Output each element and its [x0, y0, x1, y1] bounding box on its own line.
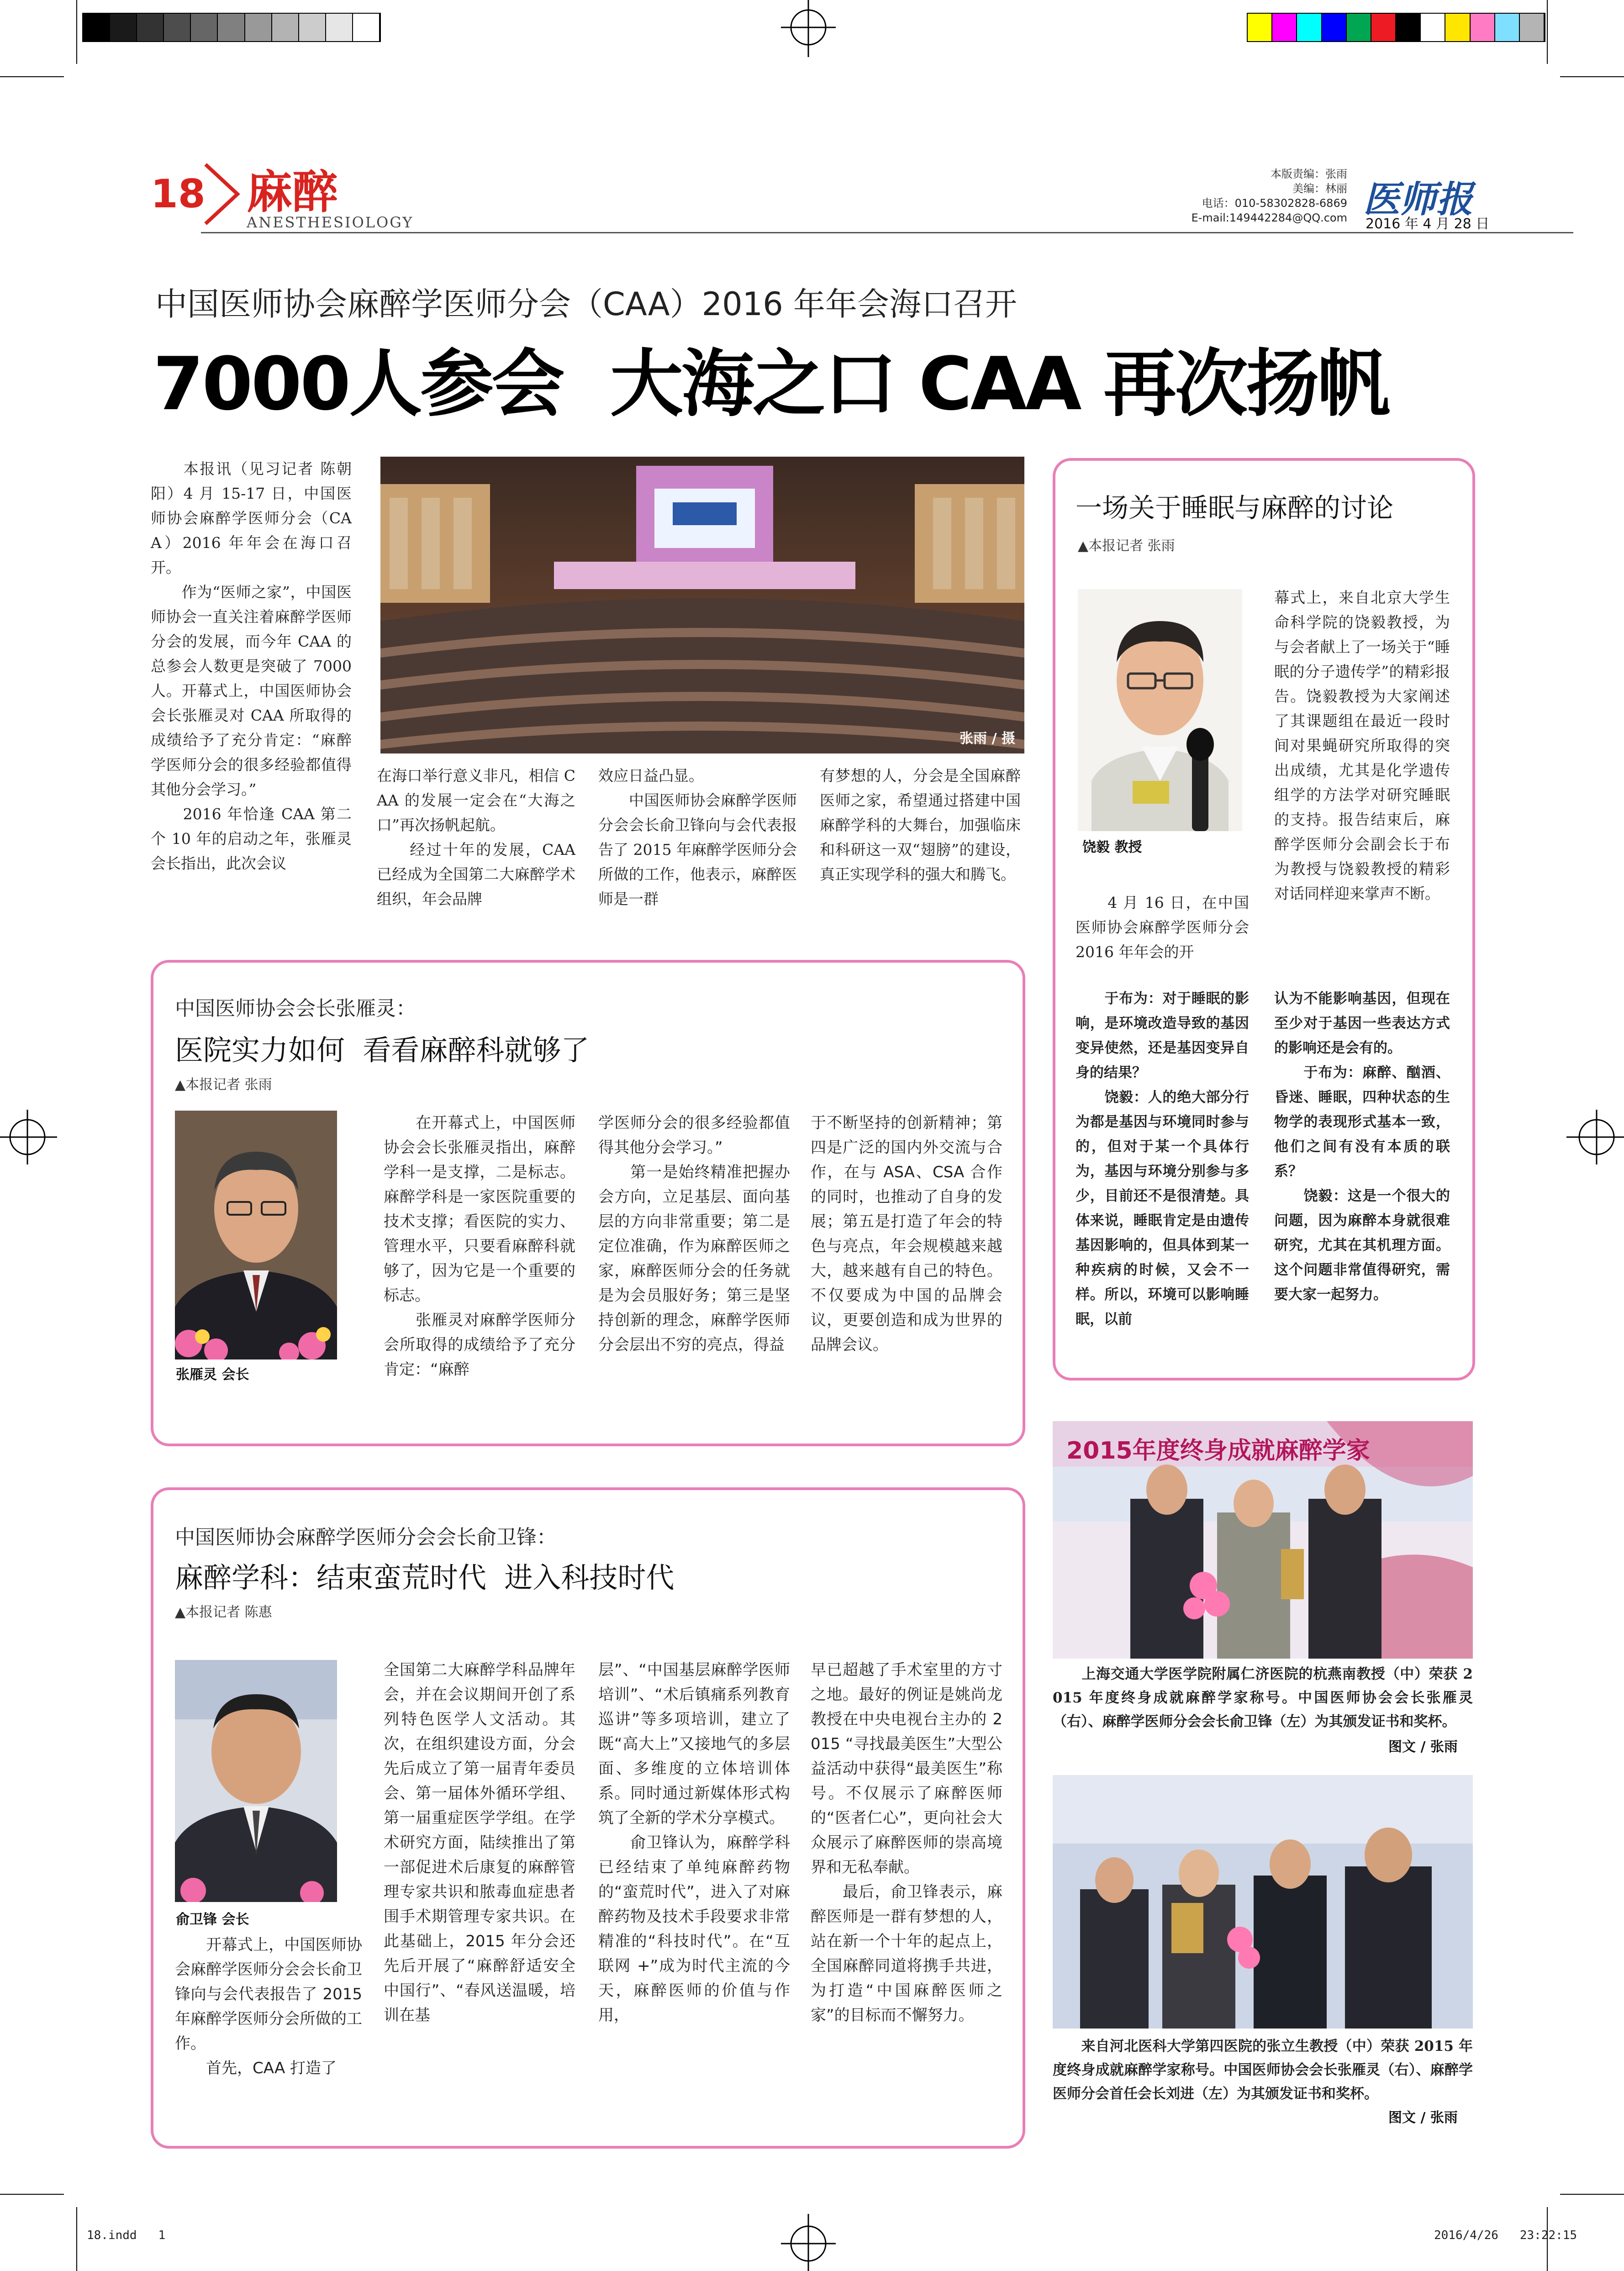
headline-title: 7000人参会 大海之口 CAA 再次扬帆 — [153, 341, 1389, 427]
sleep-box-title: 一场关于睡眠与麻醉的讨论 — [1076, 492, 1394, 523]
yu-box-col3: 层”、“中国基层麻醉学医师培训”、“术后镇痛系列教育巡讲”等多项培训，建立了既“高大上”又接地气的多层面、多维度的立体培训体系。同时通过新媒体形式构筑了全新的学术分享模式。 俞卫锋认为，麻醉学科已经结束了单纯麻醉药物的“蛮荒时代”，进入了对麻醉药物及技术手段要求非常精准的“科技时代”。在“互联网 +”成为时代主流的今天，麻醉医师的价值与作用， — [598, 1661, 790, 2024]
rao-yi-caption: 饶毅 教授 — [1082, 839, 1142, 855]
editor-line: 本版责编：张雨 — [1271, 168, 1347, 180]
lead-article-col3: 效应日益凸显。 中国医师协会麻醉学医师分会会长俞卫锋向与会代表报告了 2015 年麻醉学医师分会所做的工作，他表示，麻醉医师是一群 — [598, 767, 797, 908]
headline-kicker: 中国医师协会麻醉学医师分会（CAA）2016 年年会海口召开 — [155, 285, 1017, 323]
sleep-box-qa-left: 于布为：对于睡眠的影响，是环境改造导致的基因变异使然，还是基因变异自身的结果？ 饶毅：人的绝大部分行为都是基因与环境同时参与的，但对于某一个具体行为，基因与环境分别参与多少，目前还不是很清楚。具体来说，睡眠肯定是由遗传基因影响的，但具体到某一种疾病的时候，又会不一样。所以，环境可以影响睡眠，以前 — [1076, 991, 1249, 1328]
section-title: 麻醉 — [247, 165, 338, 219]
masthead-logo: 医师报 — [1363, 178, 1473, 221]
zhang-box-title: 医院实力如何 看看麻醉科就够了 — [175, 1033, 590, 1067]
email-line: E-mail:149442284@QQ.com — [1191, 211, 1347, 224]
yu-box-byline: ▲本报记者 陈惠 — [175, 1604, 272, 1620]
lead-article-col2: 在海口举行意义非凡，相信 CAA 的发展一定会在“大海之口”再次扬帆起航。 经过十年的发展，CAA 已经成为全国第二大麻醉学术组织，年会品牌 — [377, 767, 575, 908]
footer-timestamp: 2016/4/26 23:22:15 — [1434, 2229, 1577, 2242]
zhang-box-col1: 在开幕式上，中国医师协会会长张雁灵指出，麻醉学科一是支撑，二是标志。麻醉学科是一家医院重要的技术支撑；看医院的实力、管理水平，只要看麻醉科就够了，因为它是一个重要的标志。 张雁灵对麻醉学医师分会所取得的成绩给予了充分肯定：“麻醉 — [384, 1114, 575, 1379]
chevron-right-icon — [201, 162, 242, 226]
sleep-box-lead: 4 月 16 日，在中国医师协会麻醉学医师分会 2016 年年会的开 — [1076, 894, 1254, 961]
zhang-box-kicker: 中国医师协会会长张雁灵： — [175, 997, 416, 1020]
sleep-box-byline: ▲本报记者 张雨 — [1078, 538, 1175, 554]
yu-box-col1-bottom: 开幕式上，中国医师协会麻醉学医师分会会长俞卫锋向与会代表报告了 2015 年麻醉学医师分会所做的工作。 首先，CAA 打造了 — [175, 1936, 362, 2077]
yu-box-kicker: 中国医师协会麻醉学医师分会会长俞卫锋： — [175, 1526, 557, 1549]
designer-line: 美编：林丽 — [1292, 182, 1347, 195]
lead-article-col4: 有梦想的人，分会是全国麻醉医师之家，希望通过搭建中国麻醉学科的大舞台，加强临床和科研这一双“翅膀”的建设，真正实现学科的强大和腾飞。 — [820, 767, 1021, 883]
zhang-yanling-portrait — [175, 1111, 337, 1359]
yu-box-col2: 全国第二大麻醉学科品牌年会，并在会议期间开创了系列特色医学人文活动。其次，在组织建设方面，分会先后成立了第一届青年委员会、第一届体外循环学组、第一届重症医学学组。在学术研究方面，陆续推出了第一部促进术后康复的麻醉管理专家共识和脓毒血症患者围手术期管理专家共识。在此基础上，2015 年分会还先后开展了“麻醉舒适安全中国行”、“春风送温暖，培训在基 — [384, 1661, 575, 2024]
sleep-box-qa-right: 认为不能影响基因，但现在至少对于基因一些表达方式的影响还是会有的。 于布为：麻醉、酗酒、昏迷、睡眠，四种状态的生物学的表现形式基本一致，他们之间有没有本质的联系？ 饶毅：这是一个很大的问题，因为麻醉本身就很难研究，尤其在其机理方面。这个问题非常值得研究，需要大家一起努力。 — [1274, 991, 1450, 1303]
rao-yi-portrait — [1078, 589, 1242, 831]
yu-box-col4: 早已超越了手术室里的方寸之地。最好的例证是姚尚龙教授在中央电视台主办的 2015 “寻找最美医生”大型公益活动中获得“最美医生”称号。不仅展示了麻醉医师的“医者仁心”，更向社会大众展示了麻醉医师的崇高境界和无私奉献。 最后，俞卫锋表示，麻醉医师是一群有梦想的人，站在新一个十年的起点上，全国麻醉同道将携手共进，为打造“中国麻醉医师之家”的目标而不懈努力。 — [811, 1661, 1002, 2024]
section-subtitle: ANESTHESIOLOGY — [247, 214, 414, 231]
zhang-yanling-caption: 张雁灵 会长 — [176, 1367, 249, 1383]
award-photo-1-caption: 上海交通大学医学院附属仁济医院的杭燕南教授（中）荣获 2015 年度终身成就麻醉学家称号。中国医师协会会长张雁灵（右）、麻醉学医师分会会长俞卫锋（左）为其颁发证书和奖杯。 — [1053, 1666, 1473, 1730]
page-number: 18 — [151, 171, 206, 217]
award-photo-1-credit: 图文 / 张雨 — [1388, 1739, 1458, 1755]
footer-file-name: 18.indd 1 — [87, 2229, 166, 2242]
sleep-box-right-col: 幕式上，来自北京大学生命科学院的饶毅教授，为与会者献上了一场关于“睡眠的分子遗传学”的精彩报告。饶毅教授为大家阐述了其课题组在最近一段时间对果蝇研究所取得的突出成绩，尤其是化学遗传组学的方法学对研究睡眠的支持。报告结束后，麻醉学医师分会副会长于布为教授与饶毅教授的精彩对话同样迎来掌声不断。 — [1274, 589, 1450, 902]
zhang-box-col2: 学医师分会的很多经验都值得其他分会学习。” 第一是始终精准把握办会方向，立足基层、面向基层的方向非常重要；第二是定位准确，作为麻醉医师之家，麻醉医师分会的任务就是为会员服好务；第三是坚持创新的理念，麻醉学医师分会层出不穷的亮点，得益 — [598, 1114, 790, 1354]
award-photo-2-credit: 图文 / 张雨 — [1388, 2110, 1458, 2126]
yu-box-title: 麻醉学科：结束蛮荒时代 进入科技时代 — [175, 1561, 675, 1594]
issue-date: 2016 年 4 月 28 日 — [1366, 216, 1490, 232]
yu-weifeng-caption: 俞卫锋 会长 — [176, 1912, 249, 1928]
lead-article-col1: 本报讯（见习记者 陈朝阳）4 月 15-17 日，中国医师协会麻醉学医师分会（CAA）2016 年年会在海口召开。 作为“医师之家”，中国医师协会一直关注着麻醉学医师分会的发展，而今年 CAA 的总参会人数更是突破了 7000 人。开幕式上，中国医师协会会长张雁灵对 CAA 所取得的成绩给予了充分肯定：“麻醉学医师分会的很多经验都值得其他分会学习。” 2016 年恰逢 CAA 第二个 10 年的启动之年，张雁灵会长指出，此次会议 — [151, 460, 352, 872]
award-photo-2 — [1053, 1775, 1473, 2029]
conference-hall-photo — [380, 457, 1024, 753]
editor-credits — [1178, 167, 1347, 225]
award-photo-1 — [1053, 1421, 1473, 1659]
zhang-box-byline: ▲本报记者 张雨 — [175, 1077, 272, 1093]
photo-credit: 张雨 / 摄 — [960, 731, 1015, 747]
phone-line: 电话：010-58302828-6869 — [1202, 197, 1347, 210]
award-photo-2-caption: 来自河北医科大学第四医院的张立生教授（中）荣获 2015 年度终身成就麻醉学家称号。中国医师协会会长张雁灵（右）、麻醉学医师分会首任会长刘进（左）为其颁发证书和奖杯。 — [1053, 2038, 1473, 2102]
yu-weifeng-portrait — [175, 1660, 337, 1902]
zhang-box-col3: 于不断坚持的创新精神；第四是广泛的国内外交流与合作，在与 ASA、CSA 合作的同时，也推动了自身的发展；第五是打造了年会的特色与亮点，年会规模越来越大，越来越有自己的特色。不仅要成为中国的品牌会议，更要创造和成为世界的品牌会议。 — [811, 1114, 1002, 1354]
award-photo-1-banner: 2015年度终身成就麻醉学家 — [1066, 1437, 1370, 1465]
